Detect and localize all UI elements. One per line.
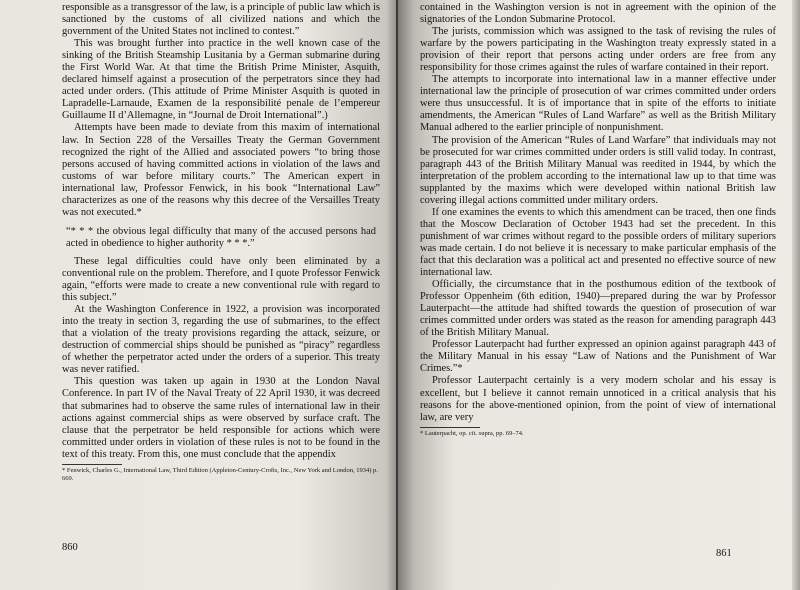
left-footnote-rule: [62, 464, 122, 465]
left-paragraph-2: This was brought further into practice in the well known case of the sinking of the British Steamship Lusitania by a German submarine during the First World War. At that time the British Prime Minister, Asquith, declared himself against a prosecution of the perpetrators since they had acted under orders. (This attitude of Prime Minister Asquith is quoted in Lapradelle-Larnaude, Examen de la responsibilité penale de l’empereur Guillaume II d’Allemagne, in “Journal de Droit International”.): [62, 38, 380, 122]
left-page-number: 860: [62, 542, 78, 553]
page-edge-shadow: [792, 0, 800, 590]
left-paragraph-3: Attempts have been made to deviate from this maxim of international law. In Section 228 of the Versailles Treaty the German Government recognized the right of the Allied and associated powers “to bring those persons accused of having committed actions in violation of the laws and customs of war before military courts.” The American expert in international law, Professor Fenwick, in his book “International Law” characterizes as one of the reasons why this decree of the Versailles Treaty was not executed.*: [62, 122, 380, 218]
right-paragraph-2: The jurists, commission which was assigned to the task of revising the rules of warfare by the powers participating in the Washington treaty expressly stated in a provision of their report that persons acting under orders are free from any responsibility for those crimes against the rules of warfare contained in their report.: [420, 26, 776, 74]
right-page-number: 861: [716, 548, 732, 559]
left-paragraph-4: These legal difficulties could have only been eliminated by a conventional rule on the problem. Therefore, and I quote Professor Fenwick again, “efforts were made to create a new conventional rule with regard to this subject.”: [62, 255, 380, 304]
left-paragraph-6: This question was taken up again in 1930 at the London Naval Conference. In part IV of the Naval Treaty of 22 April 1930, it was decreed that submarines had to observe the same rules of international law in their actions against commercial ships as were observed by surface craft. The clause that the perpetrator be held responsible for actions which were committed under orders in violation of these rules is not to be found in the text of this treaty. From this, one must conclude that the appendix: [62, 376, 380, 460]
left-footnote: * Fenwick, Charles G., International Law, Third Edition (Appleton-Century-Crofts, Inc., New York and London, 1934) p. 669.: [62, 466, 378, 482]
right-page: [398, 0, 800, 590]
left-paragraph-5: At the Washington Conference in 1922, a provision was incorporated into the treaty in section 3, regarding the use of submarines, to the effect that a violation of the treaty provisions regarding the attack, seizure, or destruction of commercial ships should be punished as “piracy” regardless of whether the perpetrator acted under the orders of a superior. This treaty was never ratified.: [62, 304, 380, 376]
right-paragraph-4: The provision of the American “Rules of Land Warfare” that individuals may not be prosecuted for war crimes committed under orders is still valid today. In contrast, paragraph 443 of the British Military Manual was reedited in 1944, by which the interpretation of the problem according to the international law up to that time was supplanted by the maxims which were developed within national British law covering illegal actions committed under military orders.: [420, 134, 776, 206]
right-paragraph-7: Professor Lauterpacht had further expressed an opinion against paragraph 443 of the Military Manual in his essay “Law of Nations and the Punishment of War Crimes.”*: [420, 339, 776, 375]
left-block-quote: “* * * the obvious legal difficulty that many of the accused persons had acted in obedience to higher authority * * *.”: [66, 225, 376, 249]
left-paragraph-1: responsible as a transgressor of the law, is a principle of public law which is sanctioned by the customs of all civilized nations and which the government of the United States not inclined to contest.”: [62, 2, 380, 38]
left-page: [0, 0, 398, 590]
right-paragraph-5: If one examines the events to which this amendment can be traced, then one finds that the Moscow Declaration of October 1943 had set the precedent. In this punishment of war crimes without regard to the possible orders of military superiors was made certain. I do not believe it is necessary to make particular emphasis of the fact that this declaration was a political act and presented no effective source of new international law.: [420, 206, 776, 279]
right-footnote: * Lauterpacht, op. cit. supra, pp. 69–74.: [420, 429, 524, 437]
right-paragraph-3: The attempts to incorporate into international law in a manner effective under international law the principle of prosecution of war crimes committed under orders were thus unsuccessful. It is of importance that in spite of the efforts to initiate amendments, the American “Rules of Land Warfare” as well as the British Military Manual adhered to the earlier principle of nonpunishment.: [420, 74, 776, 134]
right-paragraph-8: Professor Lauterpacht certainly is a very modern scholar and his essay is excellent, but I believe it cannot remain unnoticed in a critical analysis that his reasons for the above-mentioned opinion, from the point of view of international law, are very: [420, 375, 776, 423]
right-paragraph-6: Officially, the circumstance that in the posthumous edition of the textbook of Professor Oppenheim (6th edition, 1940)—prepared during the war by Professor Lauterpacht—the attitude had shifted towards the question of prosecution of war crimes committed under orders was stated as the reason for amending paragraph 443 of the British Military Manual.: [420, 279, 776, 339]
right-footnote-rule: [420, 427, 480, 428]
right-paragraph-1: contained in the Washington version is not in agreement with the opinion of the signatories of the London Submarine Protocol.: [420, 2, 776, 26]
